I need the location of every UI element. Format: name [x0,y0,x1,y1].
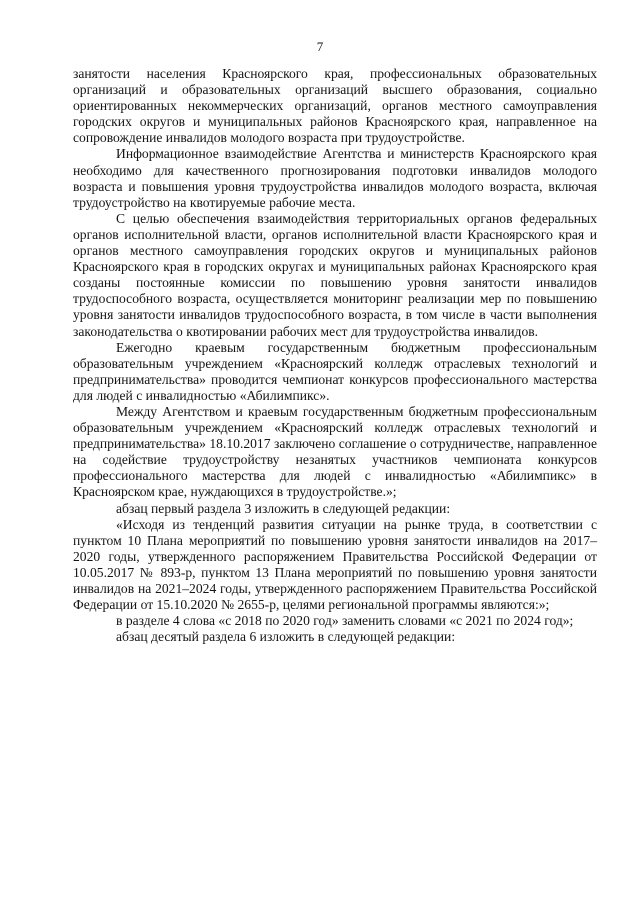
paragraph-continuation: занятости населения Красноярского края, профессиональных образовательных организаций и образовательных организаций высшего образования, социально ориентированных некоммерческих организаций, органов местного самоуправления городских округов и муниципальных районов Красноярского края, направленное на сопровождение инвалидов молодого возраста при трудоустройстве. [73,66,597,146]
paragraph-commissions: С целью обеспечения взаимодействия территориальных органов федеральных органов исполнительной власти, органов исполнительной власти Красноярского края и органов местного самоуправления городских округов и муниципальных районов Красноярского края в городских округах и муниципальных районах Красноярского края созданы постоянные комиссии по повышению уровня занятости инвалидов трудоспособного возраста, осуществляется мониторинг реализации мер по повышению уровня занятости инвалидов трудоспособного возраста, в том числе в части выполнения законодательства о квотировании рабочих мест для трудоустройства инвалидов. [73,210,597,339]
paragraph-section4-amendment: в разделе 4 слова «с 2018 по 2020 год» заменить словами «с 2021 по 2024 год»; [116,613,574,629]
paragraph-information-interaction: Информационное взаимодействие Агентства и министерств Красноярского края необходимо для качественного прогнозирования подготовки инвалидов молодого возраста и повышения уровня трудоустройства инвалидов молодого возраста, включая трудоустройство на квотируемые рабочие места. [73,146,597,210]
paragraph-section3-new-text: «Исходя из тенденций развития ситуации на рынке труда, в соответствии с пунктом 10 Плана мероприятий по повышению уровня занятости инвалидов на 2017–2020 годы, утвержденного распоряжением Правительства Российской Федерации от 10.05.2017 № 893-р, пунктом 13 Плана мероприятий по повышению уровня занятости инвалидов на 2021–2024 годы, утвержденного распоряжением Правительства Российской Федерации от 15.10.2020 № 2655-р, целями региональной программы являются:»; [73,516,597,613]
paragraph-section3-amendment: абзац первый раздела 3 изложить в следующей редакции: [116,500,451,516]
document-body [73,66,597,645]
paragraph-cooperation-agreement: Между Агентством и краевым государственным бюджетным профессиональным образовательным учреждением «Красноярский колледж отраслевых технологий и предпринимательства» 18.10.2017 заключено соглашение о сотрудничестве, направленное на содействие трудоустройству незанятых участников чемпионата конкурсов профессионального мастерства для людей с инвалидностью «Абилимпикс» в Красноярском крае, нуждающихся в трудоустройстве.»; [73,403,597,500]
paragraph-section6-amendment: абзац десятый раздела 6 изложить в следующей редакции: [116,629,456,645]
page-number: 7 [316,39,324,54]
paragraph-abilympics-championship: Ежегодно краевым государственным бюджетным профессиональным образовательным учреждением «Красноярский колледж отраслевых технологий и предпринимательства» проводится чемпионат конкурсов профессионального мастерства для людей с инвалидностью «Абилимпикс». [73,339,597,403]
